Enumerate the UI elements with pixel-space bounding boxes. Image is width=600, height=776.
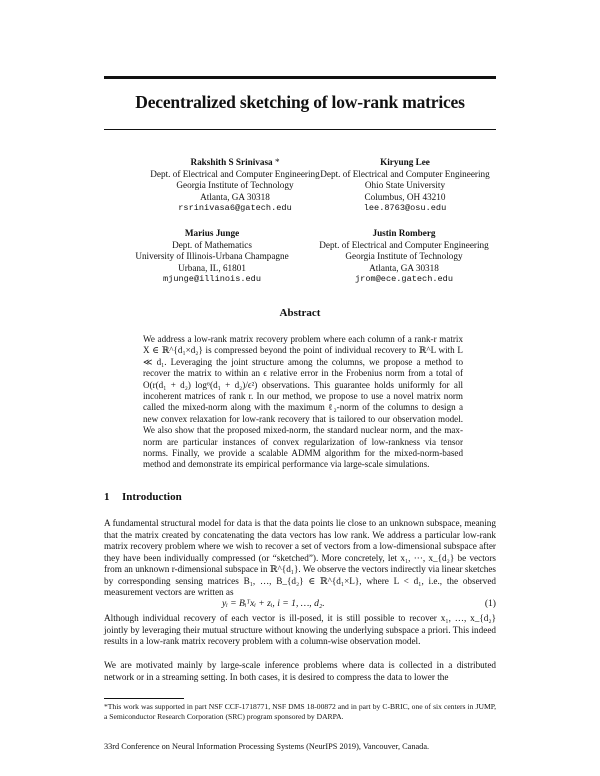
author-location: Columbus, OH 43210 [364, 191, 446, 202]
author-name: Marius Junge [184, 228, 240, 238]
footnote-rule [104, 698, 184, 699]
equation-expression: yᵢ = Bᵢᵀxᵢ + zᵢ, i = 1, …, d₂. [222, 598, 325, 609]
conference-line: 33rd Conference on Neural Information Processing Systems (NeurIPS 2019), Vancouver, Canada. [104, 742, 430, 751]
author-email[interactable]: jrom@ece.gatech.edu [355, 274, 453, 284]
author-department: Dept. of Electrical and Computer Engineering [320, 168, 490, 179]
author-department: Dept. of Electrical and Computer Engineering [319, 239, 489, 250]
author-department: Dept. of Electrical and Computer Engineering [150, 168, 320, 179]
author-department: Dept. of Mathematics [172, 239, 252, 250]
title-top-rule [104, 76, 496, 79]
author-block [112, 228, 312, 286]
author-institution: University of Illinois-Urbana Champagne [135, 251, 289, 261]
author-email[interactable]: lee.8763@osu.edu [363, 203, 447, 213]
footnote: *This work was supported in part NSF CCF-1718771, NSF DMS 18-00872 and in part by C-BRIC, one of six centers in JUMP, a Semiconductor Research Corporation (SRC) program sponsored by DARPA. [104, 702, 496, 721]
author-institution: Georgia Institute of Technology [176, 180, 294, 190]
author-block [298, 228, 510, 286]
section-heading [104, 491, 182, 503]
abstract-heading: Abstract [279, 307, 321, 319]
intro-paragraph-1: A fundamental structural model for data is that the data points lie close to an unknown subspace, meaning that the matrix created by concatenating the data vectors has low rank. We address a particular low-rank matrix recovery problem where we wish to recover a set of vectors from a low-dimensional subspace after they have been individually compressed (or “sketched”). More concretely, let x₁, ···, x_{d₂} be vectors from an unknown r-dimensional subspace in ℝ^{d₁}. We observe the vectors indirectly via linear sketches by corresponding sensing matrices B₁, …, B_{d₂} ∈ ℝ^{d₁×L}, where L < d₁, i.e., the observed measurement vectors are written as [104, 518, 496, 597]
author-name: Justin Romberg [372, 228, 436, 238]
section-title: Introduction [122, 491, 182, 503]
author-footnote-mark: * [272, 157, 280, 167]
equation-1 [104, 598, 496, 610]
author-location: Urbana, IL, 61801 [178, 262, 246, 273]
author-institution: Georgia Institute of Technology [345, 251, 463, 261]
abstract-text: We address a low-rank matrix recovery problem where each column of a rank-r matrix X ∈ ℝ^{d₁×d₂} is compressed beyond the point of individual recovery to ℝ^L with L ≪ d₁. Leveraging the joint structure among the columns, we propose a method to recover the matrix to within an ϵ relative error in the Frobenius norm from a total of O(r(d₁ + d₂) log⁶(d₁ + d₂)/ϵ²) observations. This guarantee holds uniformly for all incoherent matrices of rank r. In our method, we propose to use a novel matrix norm called the mixed-norm along with the maximum ℓ₂-norm of the columns to design a new convex relaxation for low-rank recovery that is tailored to our observation model. We also show that the proposed mixed-norm, the standard nuclear norm, and the max-norm are particular instances of convex regularization of low-rankness via tensor norms. Finally, we provide a scalable ADMM algorithm for the mixed-norm-based method and demonstrate its empirical performance via large-scale simulations. [143, 334, 463, 470]
author-location: Atlanta, GA 30318 [369, 262, 439, 273]
author-name: Rakshith S Srinivasa [190, 157, 273, 167]
author-name: Kiryung Lee [380, 157, 430, 167]
title-bottom-rule [104, 129, 496, 130]
section-number: 1 [104, 491, 110, 503]
author-block [300, 157, 510, 215]
author-location: Atlanta, GA 30318 [200, 191, 270, 202]
equation-label: (1) [484, 598, 496, 609]
author-email[interactable]: rsrinivasa6@gatech.edu [178, 203, 292, 213]
intro-paragraph-2: Although individual recovery of each vector is ill-posed, it is still possible to recover x₁, …, x_{d₂} jointly by leveraging their mutual structure without knowing the underlying subspace a priori. This indeed results in a low-rank matrix recovery problem with a column-wise observation model. [104, 613, 496, 646]
intro-paragraph-3: We are motivated mainly by large-scale inference problems where data is collected in a distributed network or in a streaming setting. In both cases, it is desired to compress the data to lower the [104, 660, 496, 682]
author-email[interactable]: mjunge@illinois.edu [163, 274, 261, 284]
paper-title: Decentralized sketching of low-rank matrices [135, 92, 465, 112]
author-institution: Ohio State University [364, 180, 446, 190]
